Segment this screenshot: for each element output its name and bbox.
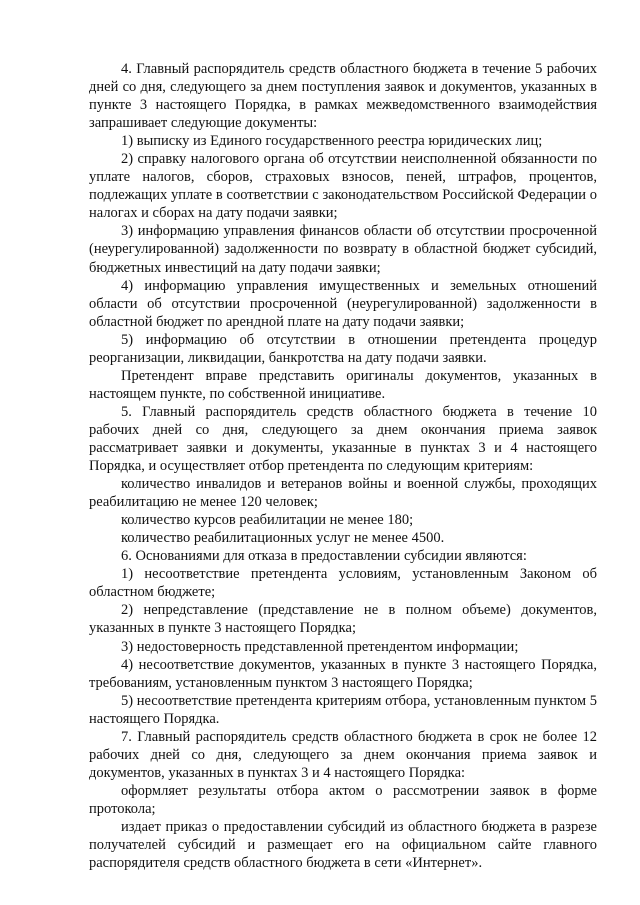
paragraph-item-6-2: 2) непредставление (представление не в полном объеме) документов, указанных в пункте 3 настоящего Порядка; — [89, 602, 597, 637]
paragraph-item-6-1: 1) несоответствие претендента условиям, установленным Законом об областном бюджете; — [89, 566, 597, 601]
paragraph-item-4-intro: 4. Главный распорядитель средств областного бюджета в течение 5 рабочих дней со дня, следующего за днем поступления заявок и документов, указанных в пункте 3 настоящего Порядка, в рамках межведомственного взаимодействия запрашивает следующие документы: — [89, 61, 597, 132]
paragraph-item-7-1: оформляет результаты отбора актом о рассмотрении заявок в форме протокола; — [89, 782, 597, 817]
document-page — [89, 60, 597, 872]
paragraph-item-4-4: 4) информацию управления имущественных и земельных отношений области об отсутствии просроченной (неурегулированной) задолженности в областной бюджет по арендной плате на дату подачи заявки; — [89, 277, 597, 330]
paragraph-item-6-3: 3) недостоверность представленной претендентом информации; — [121, 638, 519, 655]
paragraph-item-7-intro: 7. Главный распорядитель средств областного бюджета в срок не более 12 рабочих дней со дня, следующего за днем окончания приема заявок и документов, указанных в пунктах 3 и 4 настоящего Порядка: — [89, 728, 597, 781]
paragraph-item-6-4: 4) несоответствие документов, указанных в пункте 3 настоящего Порядка, требованиям, установленным пунктом 3 настоящего Порядка; — [89, 656, 597, 691]
paragraph-criterion-3: количество реабилитационных услуг не менее 4500. — [121, 530, 445, 547]
paragraph-item-5-intro: 5. Главный распорядитель средств областного бюджета в течение 10 рабочих дней со дня, следующего за днем окончания приема заявок рассматривает заявки и документы, указанные в пунктах 3 и 4 настоящего Порядка, и осуществляет отбор претендента по следующим критериям: — [89, 403, 597, 475]
paragraph-criterion-1: количество инвалидов и ветеранов войны и военной службы, проходящих реабилитацию не менее 120 человек; — [89, 476, 597, 511]
paragraph-item-7-2: издает приказ о предоставлении субсидий из областного бюджета в разрезе получателей субсидий и размещает его на официальном сайте главного распорядителя средств областного бюджета в сети «Интернет». — [89, 818, 597, 872]
paragraph-item-4-5: 5) информацию об отсутствии в отношении претендента процедур реорганизации, ликвидации, банкротства на дату подачи заявки. — [89, 331, 597, 366]
paragraph-item-4-note: Претендент вправе представить оригиналы документов, указанных в настоящем пункте, по собственной инициативе. — [89, 367, 597, 402]
paragraph-item-4-1: 1) выписку из Единого государственного реестра юридических лиц; — [121, 133, 543, 150]
paragraph-criterion-2: количество курсов реабилитации не менее 180; — [121, 512, 414, 529]
paragraph-item-6-5: 5) несоответствие претендента критериям отбора, установленным пунктом 5 настоящего Порядка. — [89, 692, 597, 727]
paragraph-item-6-intro: 6. Основаниями для отказа в предоставлении субсидии являются: — [121, 548, 527, 565]
paragraph-item-4-2: 2) справку налогового органа об отсутствии неисполненной обязанности по уплате налогов, сборов, страховых взносов, пеней, штрафов, процентов, подлежащих уплате в соответствии с законодательством Российской Федерации о налогах и сборах на дату подачи заявки; — [89, 151, 597, 222]
paragraph-item-4-3: 3) информацию управления финансов области об отсутствии просроченной (неурегулированной) задолженности по возврату в областной бюджет субсидий, бюджетных инвестиций на дату подачи заявки; — [89, 223, 597, 276]
